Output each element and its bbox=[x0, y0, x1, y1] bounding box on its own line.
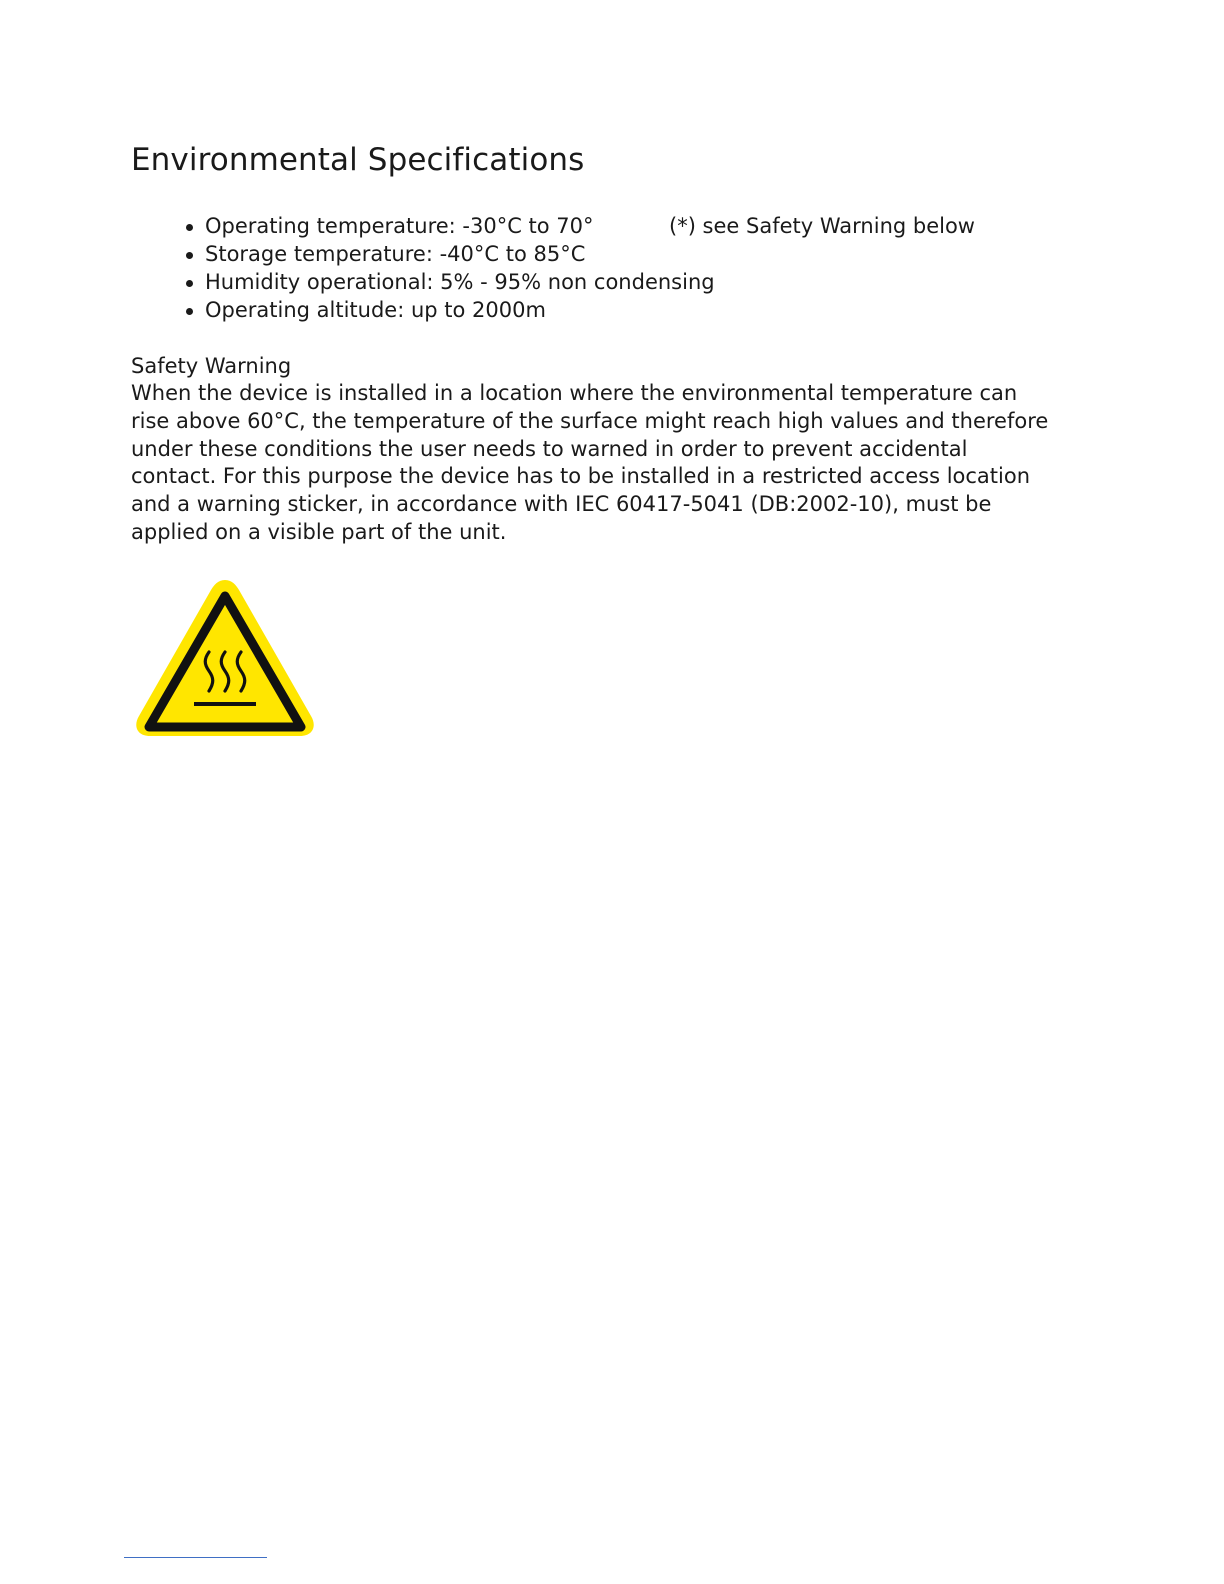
page-title: Environmental Specifications bbox=[131, 142, 585, 178]
warning-line: and a warning sticker, in accordance with IEC 60417-5041 (DB:2002-10), must be bbox=[131, 492, 992, 517]
warning-line: rise above 60°C, the temperature of the surface might reach high values and therefore bbox=[131, 408, 1049, 433]
warning-line: applied on a visible part of the unit. bbox=[131, 519, 507, 544]
spec-item-storage-temperature bbox=[186, 240, 715, 268]
hot-surface-line bbox=[194, 702, 256, 706]
warning-line: When the device is installed in a location where the environmental temperature can bbox=[131, 381, 1018, 405]
spec-text: Humidity operational: 5% - 95% non condensing bbox=[205, 270, 715, 294]
bullet-icon bbox=[186, 224, 193, 231]
warning-line: under these conditions the user needs to warned in order to prevent accidental bbox=[131, 436, 968, 461]
spec-item-humidity bbox=[186, 268, 715, 296]
bullet-icon bbox=[186, 280, 193, 287]
spec-item-altitude bbox=[186, 296, 715, 324]
safety-warning-text bbox=[131, 380, 1091, 547]
spec-note: (*) see Safety Warning below bbox=[669, 214, 975, 238]
bullet-icon bbox=[186, 308, 193, 315]
spec-text: Storage temperature: -40°C to 85°C bbox=[205, 242, 586, 266]
spec-text: Operating altitude: up to 2000m bbox=[205, 298, 546, 322]
safety-warning-heading: Safety Warning bbox=[131, 354, 292, 378]
bullet-icon bbox=[186, 252, 193, 259]
warning-line: contact. For this purpose the device has to be installed in a restricted access location bbox=[131, 464, 1031, 489]
spec-list bbox=[186, 212, 975, 324]
hot-surface-warning-icon bbox=[133, 576, 317, 740]
spec-item-operating-temperature bbox=[186, 212, 975, 240]
footnote-separator bbox=[124, 1557, 267, 1558]
spec-text: Operating temperature: -30°C to 70° bbox=[205, 214, 594, 238]
